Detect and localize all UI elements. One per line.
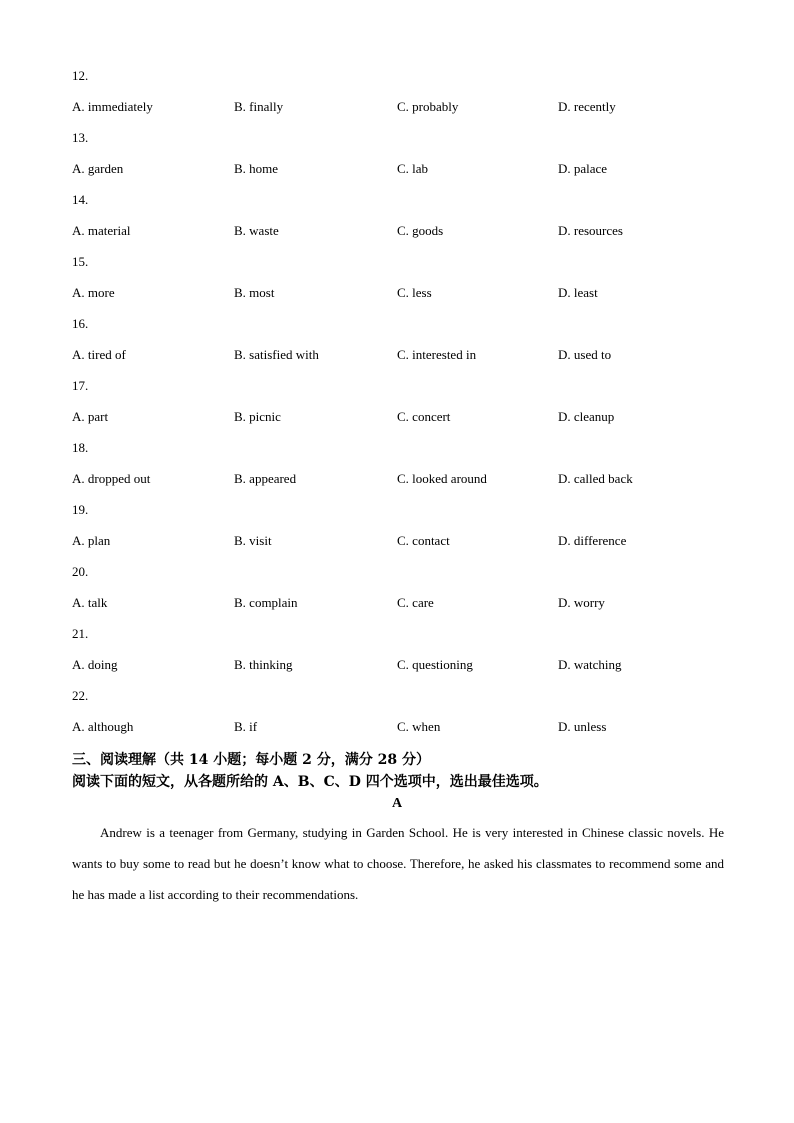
option-b: B. visit <box>234 533 272 548</box>
option-d: D. worry <box>558 595 605 610</box>
option-c: C. contact <box>397 533 450 548</box>
option-b: B. home <box>234 161 279 176</box>
option-d: D. resources <box>558 223 623 238</box>
question-list <box>72 66 732 748</box>
question-number: 18. <box>72 440 89 455</box>
reading-section <box>72 749 732 910</box>
option-c: C. interested in <box>397 347 477 362</box>
passage-letter: A <box>391 796 403 811</box>
option-row <box>72 221 732 252</box>
option-row <box>72 97 732 128</box>
option-row <box>72 407 732 438</box>
option-row <box>72 655 732 686</box>
option-row <box>72 717 732 748</box>
option-d: D. called back <box>558 471 633 486</box>
option-d: D. recently <box>558 99 616 114</box>
option-c: C. care <box>397 595 434 610</box>
option-a: A. part <box>72 409 109 424</box>
question-number: 16. <box>72 316 89 331</box>
option-d: D. difference <box>558 533 627 548</box>
option-row <box>72 283 732 314</box>
question-number: 15. <box>72 254 89 269</box>
option-a: A. talk <box>72 595 108 610</box>
option-a: A. plan <box>72 533 111 548</box>
option-b: B. most <box>234 285 275 300</box>
option-b: B. waste <box>234 223 279 238</box>
option-c: C. when <box>397 719 441 734</box>
option-b: B. appeared <box>234 471 297 486</box>
option-d: D. least <box>558 285 598 300</box>
option-c: C. looked around <box>397 471 487 486</box>
option-d: D. palace <box>558 161 608 176</box>
option-row <box>72 469 732 500</box>
option-row <box>72 159 732 190</box>
option-c: C. probably <box>397 99 459 114</box>
question-number: 14. <box>72 192 89 207</box>
option-d: D. used to <box>558 347 612 362</box>
option-b: B. satisfied with <box>234 347 319 362</box>
section-instruction: 阅读下面的短文，从各题所给的 A、B、C、D 四个选项中，选出最佳选项。 <box>72 774 548 790</box>
option-a: A. immediately <box>72 99 153 114</box>
option-c: C. lab <box>397 161 429 176</box>
question-number: 20. <box>72 564 89 579</box>
passage-text: Andrew is a teenager from Germany, studying in Garden School. He is very interested in Chinese classic novels. He wants to buy some to read but he doesn’t know what to choose. Therefore, he asked his classmates to recommend some and he has made a list according to their recommendations. <box>72 825 724 902</box>
option-a: A. material <box>72 223 131 238</box>
option-a: A. although <box>72 719 134 734</box>
option-c: C. less <box>397 285 432 300</box>
question-number: 22. <box>72 688 89 703</box>
option-b: B. picnic <box>234 409 281 424</box>
option-a: A. garden <box>72 161 124 176</box>
option-c: C. concert <box>397 409 451 424</box>
option-row <box>72 345 732 376</box>
option-row <box>72 531 732 562</box>
option-b: B. complain <box>234 595 298 610</box>
option-b: B. if <box>234 719 258 734</box>
section-title: 三、阅读理解（共 14 小题；每小题 2 分，满分 28 分） <box>72 752 430 768</box>
question-number: 21. <box>72 626 89 641</box>
question-number: 17. <box>72 378 89 393</box>
question-number: 12. <box>72 68 89 83</box>
option-a: A. doing <box>72 657 118 672</box>
option-c: C. goods <box>397 223 444 238</box>
option-c: C. questioning <box>397 657 473 672</box>
option-row <box>72 593 732 624</box>
option-d: D. watching <box>558 657 622 672</box>
option-a: A. tired of <box>72 347 126 362</box>
option-b: B. thinking <box>234 657 293 672</box>
question-number: 19. <box>72 502 89 517</box>
option-a: A. more <box>72 285 115 300</box>
question-number: 13. <box>72 130 89 145</box>
option-a: A. dropped out <box>72 471 151 486</box>
option-d: D. cleanup <box>558 409 615 424</box>
option-b: B. finally <box>234 99 284 114</box>
option-d: D. unless <box>558 719 607 734</box>
